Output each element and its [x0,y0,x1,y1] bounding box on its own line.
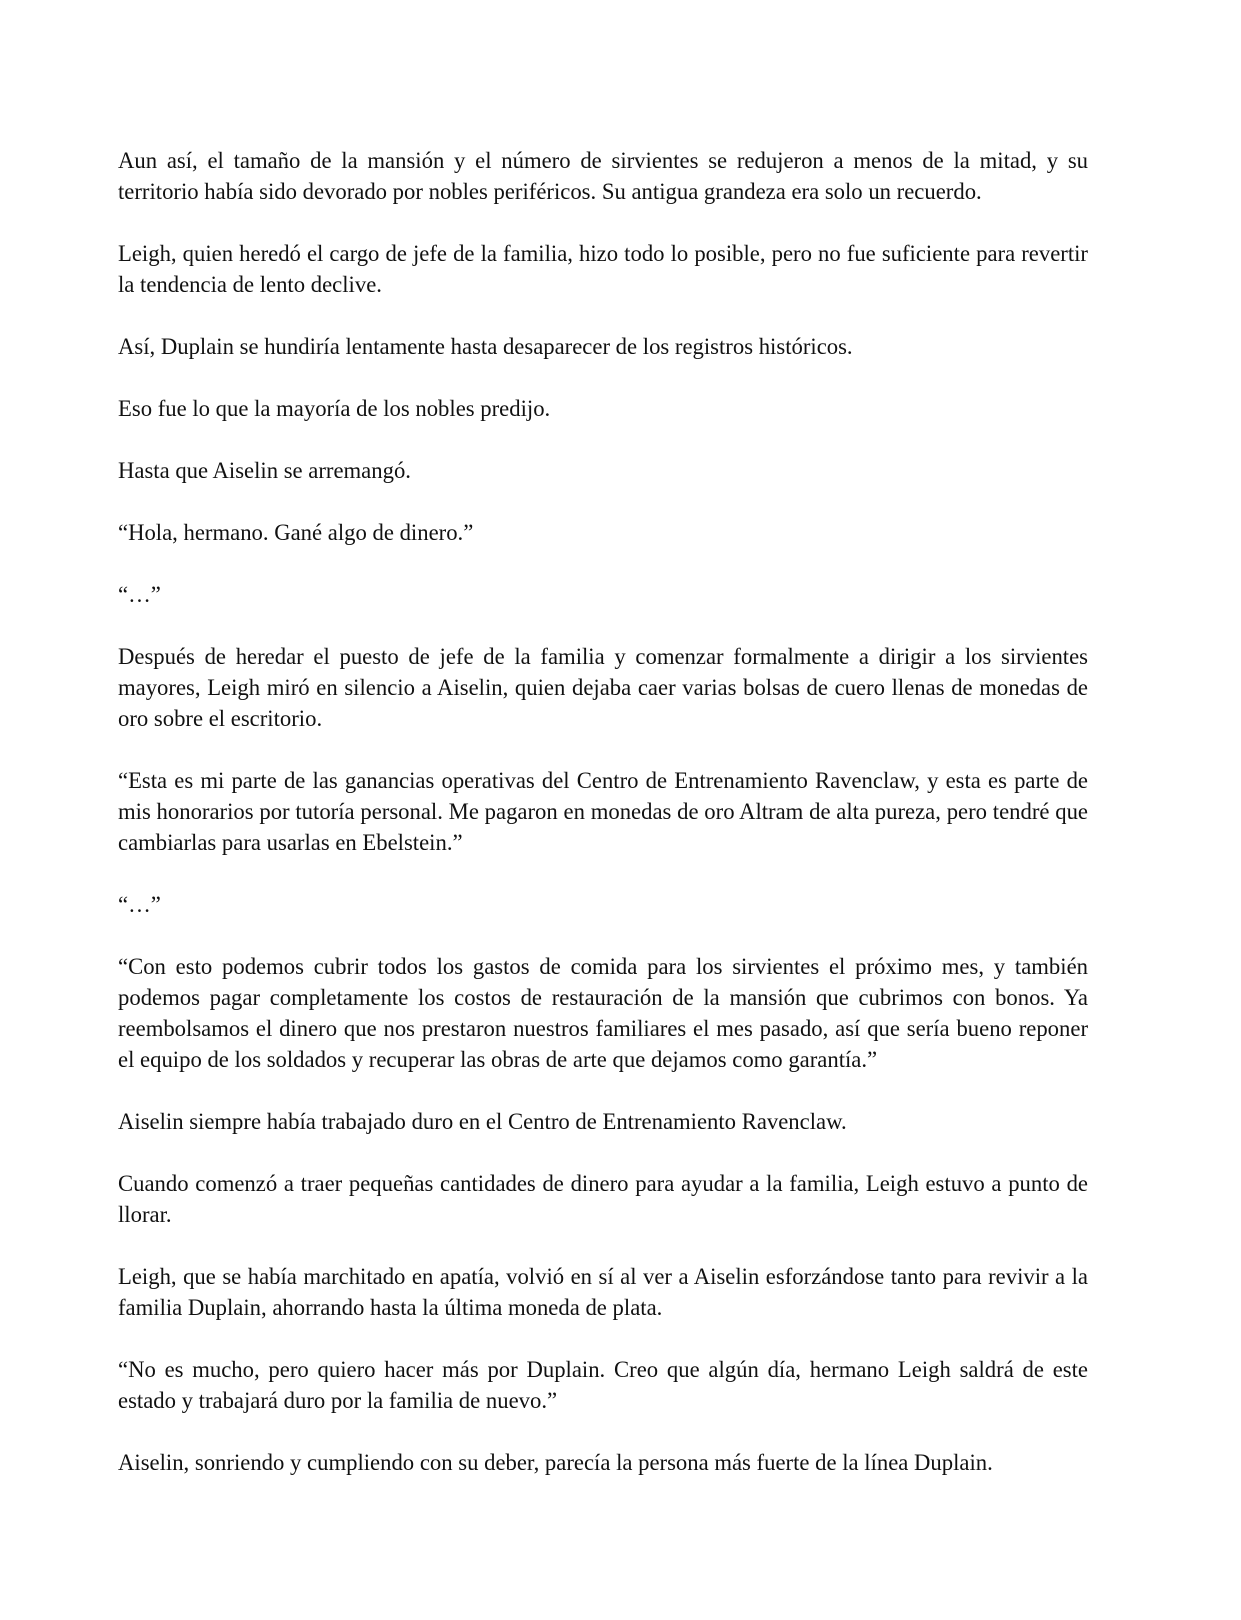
dialogue-paragraph: “…” [118,582,161,607]
dialogue-paragraph: “Esta es mi parte de las ganancias operativas del Centro de Entrenamiento Ravenclaw, y esta es parte de mis honorarios por tutoría personal. Me pagaron en monedas de oro Altram de alta pureza, pero tendré que cambiarlas para usarlas en Ebelstein.” [118,768,1088,855]
paragraph: Después de heredar el puesto de jefe de la familia y comenzar formalmente a dirigir a los sirvientes mayores, Leigh miró en silencio a Aiselin, quien dejaba caer varias bolsas de cuero llenas de monedas de oro sobre el escritorio. [118,644,1088,731]
paragraph: Aiselin, sonriendo y cumpliendo con su deber, parecía la persona más fuerte de la línea Duplain. [118,1450,993,1475]
dialogue-paragraph: “Hola, hermano. Gané algo de dinero.” [118,520,474,545]
dialogue-paragraph: “No es mucho, pero quiero hacer más por Duplain. Creo que algún día, hermano Leigh saldrá de este estado y trabajará duro por la familia de nuevo.” [118,1357,1088,1413]
paragraph: Así, Duplain se hundiría lentamente hasta desaparecer de los registros históricos. [118,334,853,359]
dialogue-paragraph: “Con esto podemos cubrir todos los gastos de comida para los sirvientes el próximo mes, y también podemos pagar completamente los costos de restauración de la mansión que cubrimos con bonos. Ya reembolsamos el dinero que nos prestaron nuestros familiares el mes pasado, así que sería bueno reponer el equipo de los soldados y recuperar las obras de arte que dejamos como garantía.” [118,954,1088,1072]
paragraph: Eso fue lo que la mayoría de los nobles predijo. [118,396,551,421]
paragraph: Aiselin siempre había trabajado duro en el Centro de Entrenamiento Ravenclaw. [118,1109,847,1134]
paragraph: Hasta que Aiselin se arremangó. [118,458,411,483]
paragraph: Leigh, quien heredó el cargo de jefe de la familia, hizo todo lo posible, pero no fue suficiente para revertir la tendencia de lento declive. [118,241,1088,297]
dialogue-paragraph: “…” [118,892,161,917]
document-body [118,145,1088,1478]
paragraph: Cuando comenzó a traer pequeñas cantidades de dinero para ayudar a la familia, Leigh estuvo a punto de llorar. [118,1171,1088,1227]
paragraph: Leigh, que se había marchitado en apatía, volvió en sí al ver a Aiselin esforzándose tanto para revivir a la familia Duplain, ahorrando hasta la última moneda de plata. [118,1264,1088,1320]
paragraph: Aun así, el tamaño de la mansión y el número de sirvientes se redujeron a menos de la mitad, y su territorio había sido devorado por nobles periféricos. Su antigua grandeza era solo un recuerdo. [118,148,1088,204]
